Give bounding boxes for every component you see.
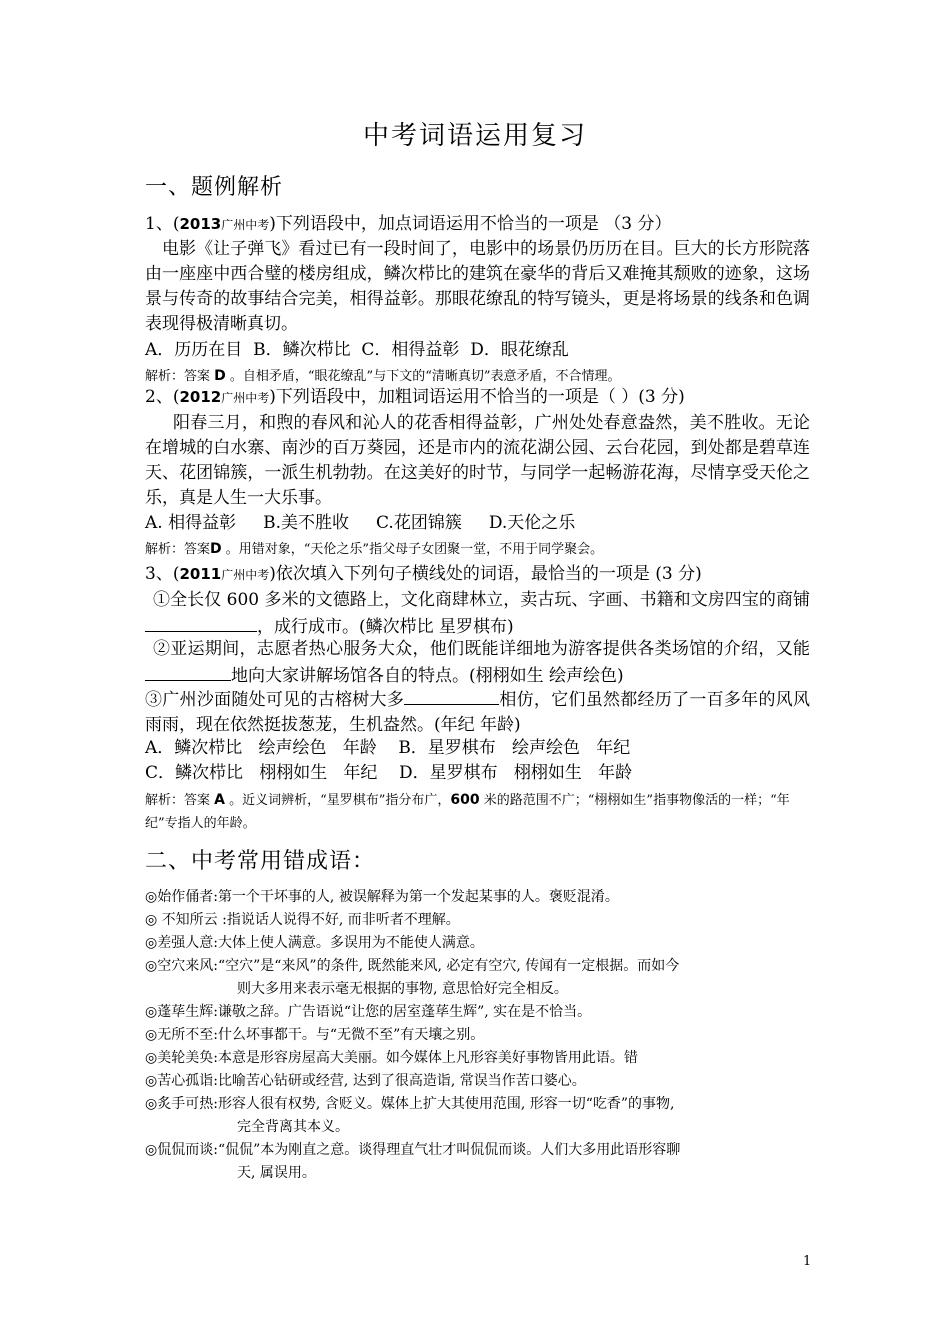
idiom-term: ◎无所不至:: [145, 1027, 218, 1043]
q3-s3-part-a: ③广州沙面随处可见的古榕树大多: [145, 690, 405, 710]
q2-prompt: )下列语段中，加粗词语运用不恰当的一项是（ ）(3 分): [269, 387, 685, 407]
idiom-explanation: 第一个干坏事的人, 被误解释为第一个发起某事的人。褒贬混淆。: [217, 889, 619, 905]
idiom-item: [145, 1047, 815, 1070]
q3-analysis-text: 米的路范围不广；“栩栩如生”指事物像活的一样；“年纪”专指人的年龄。: [145, 793, 790, 831]
idiom-explanation: 比喻苦心钻研或经营, 达到了很高造诣, 常误当作苦口婆心。: [217, 1073, 586, 1089]
q2-analysis-text: 。用错对象，“天伦之乐”指父母子女团聚一堂，不用于同学聚会。: [221, 542, 604, 557]
idiom-explanation: “侃侃”本为刚直之意。谈得理直气壮才叫侃侃而谈。人们大多用此语形容聊: [217, 1142, 681, 1158]
idiom-item: [145, 1001, 815, 1024]
question-3-sentence-3: [145, 686, 810, 738]
q3-analysis-mid: 。近义词辨析，“星罗棋布”指分布广，: [224, 793, 451, 808]
page-number: 1: [803, 1254, 812, 1269]
idiom-item: [145, 1093, 815, 1116]
idiom-item: [145, 1024, 815, 1047]
question-1-options: A．历历在目 B．鳞次栉比 C．相得益彰 D．眼花缭乱: [145, 340, 569, 360]
q2-source: 广州中考: [221, 391, 270, 405]
idiom-explanation: 谦敬之辞。广告语说“让您的居室蓬荜生辉”, 实在是不恰当。: [217, 1004, 592, 1020]
q1-analysis-text: 。自相矛盾，“眼花缭乱”与下文的“清晰真切”表意矛盾，不合情理。: [225, 369, 621, 384]
q3-source: 广州中考: [221, 568, 270, 582]
question-2-analysis: [145, 538, 810, 561]
question-2-header: [145, 385, 810, 411]
q3-blank-1: [145, 613, 257, 632]
idiom-term: ◎差强人意:: [145, 935, 218, 951]
q3-answer: A: [214, 792, 225, 808]
q3-s2-part-b: 地向大家讲解场馆各自的特点。(栩栩如生 绘声绘色): [231, 666, 624, 686]
section-heading-2: 二、中考常用错成语：: [145, 849, 376, 874]
idiom-explanation: “空穴”是“来风”的条件, 既然能来风, 必定有空穴, 传闻有一定根据。而如今: [217, 958, 680, 974]
idiom-item: [145, 886, 815, 909]
q1-analysis-prefix: 解析：答案: [145, 369, 215, 384]
q3-prompt: )依次填入下列句子横线处的词语，最恰当的一项是 (3 分): [269, 564, 702, 584]
idiom-term: ◎蓬荜生辉:: [145, 1004, 218, 1020]
question-2-passage: 阳春三月，和煦的春风和沁人的花香相得益彰，广州处处春意盎然，美不胜收。无论在增城的白水寨、南沙的百万葵园，还是市内的流花湖公园、云台花园，到处都是碧草连天、花团锦簇，一派生机勃勃。在这美好的时节，与同学一起畅游花海，尽情享受天伦之乐，真是人生一大乐事。: [145, 413, 810, 508]
idiom-explanation: 大体上使人满意。多误用为不能使人满意。: [217, 935, 484, 951]
question-2-options: A. 相得益彰 B.美不胜收 C.花团锦簇 D.天伦之乐: [145, 513, 576, 533]
idiom-explanation: 本意是形容房屋高大美丽。如今媒体上凡形容美好事物皆用此语。错: [217, 1050, 638, 1066]
idiom-explanation-continued: 完全背离其本义。: [237, 1119, 349, 1135]
idiom-term: ◎侃侃而谈:: [145, 1142, 218, 1158]
question-3-sentence-2: [145, 637, 810, 689]
q1-prefix: 1、(: [145, 214, 180, 234]
idiom-item: [145, 1070, 815, 1093]
question-3-sentence-1: [145, 588, 810, 640]
q2-prefix: 2、(: [145, 387, 180, 407]
idiom-term: ◎苦心孤诣:: [145, 1073, 218, 1089]
idiom-explanation-continued: 天, 属误用。: [237, 1165, 316, 1181]
question-3-options-ab: A．鳞次栉比 绘声绘色 年龄 B．星罗棋布 绘声绘色 年纪: [145, 738, 631, 758]
idiom-item: [145, 932, 815, 955]
idiom-term: ◎美轮美奂:: [145, 1050, 218, 1066]
idiom-term: ◎ 不知所云 :: [145, 912, 227, 928]
idiom-item: [145, 909, 815, 932]
q1-source: 广州中考: [221, 218, 270, 232]
question-3-header: [145, 562, 810, 588]
idiom-item: [145, 955, 815, 978]
question-1-passage: 电影《让子弹飞》看过已有一段时间了，电影中的场景仍历历在目。巨大的长方形院落由一座座中西合璧的楼房组成，鳞次栉比的建筑在豪华的背后又难掩其颓败的迹象，这场景与传奇的故事结合完美，相得益彰。那眼花缭乱的特写镜头，更是将场景的线条和色调表现得极清晰真切。: [145, 239, 810, 334]
q1-answer: D: [214, 368, 226, 384]
question-3-analysis: [145, 789, 810, 835]
question-1-header: [145, 212, 810, 238]
idiom-item: [145, 1139, 815, 1162]
section-heading-1: 一、题例解析: [145, 175, 284, 200]
q1-year: 2013: [179, 215, 222, 233]
idiom-term: ◎炙手可热:: [145, 1096, 218, 1112]
q3-s2-part-a: ②亚运期间，志愿者热心服务大众，他们既能详细地为游客提供各类场馆的介绍，又能: [153, 639, 810, 659]
q3-analysis-prefix: 解析：答案: [145, 793, 215, 808]
q3-s1-part-a: ①全长仅 600 多米的文德路上，文化商肆林立，卖古玩、字画、书籍和文房四宝的商铺: [153, 590, 810, 610]
q3-prefix: 3、(: [145, 564, 180, 584]
idiom-explanation: 什么坏事都干。与“无微不至”有天壤之别。: [217, 1027, 485, 1043]
q3-blank-2: [145, 662, 231, 681]
idiom-explanation: 形容人很有权势, 含贬义。媒体上扩大其使用范围, 形容一切“吃香”的事物,: [217, 1096, 675, 1112]
q3-year: 2011: [179, 565, 222, 583]
q2-year: 2012: [179, 388, 222, 406]
idiom-list: [145, 886, 815, 1185]
idiom-explanation-continued: 则大多用来表示毫无根据的事物, 意思恰好完全相反。: [237, 981, 568, 997]
idiom-term: ◎空穴来风:: [145, 958, 218, 974]
idiom-explanation: 指说话人说得不好, 而非听者不理解。: [226, 912, 460, 928]
page-title: 中考词语运用复习: [362, 121, 587, 151]
q3-s3-part-b: 相仿，它们虽然都经历了一百多年的风风雨雨，现在依然挺拔葱茏，生机盎然。(年纪 年龄): [145, 690, 811, 735]
q2-analysis-prefix: 解析：答案: [145, 542, 211, 557]
q2-answer: D: [210, 541, 222, 557]
question-3-options-cd: C．鳞次栉比 栩栩如生 年纪 D．星罗棋布 栩栩如生 年龄: [145, 763, 633, 783]
q3-blank-3: [404, 686, 499, 705]
q1-prompt: )下列语段中，加点词语运用不恰当的一项是 （3 分）: [269, 214, 672, 234]
q3-s1-part-b: ，成行成市。(鳞次栉比 星罗棋布): [257, 617, 514, 637]
idiom-term: ◎始作俑者:: [145, 889, 218, 905]
q3-analysis-number: 600: [450, 792, 480, 808]
